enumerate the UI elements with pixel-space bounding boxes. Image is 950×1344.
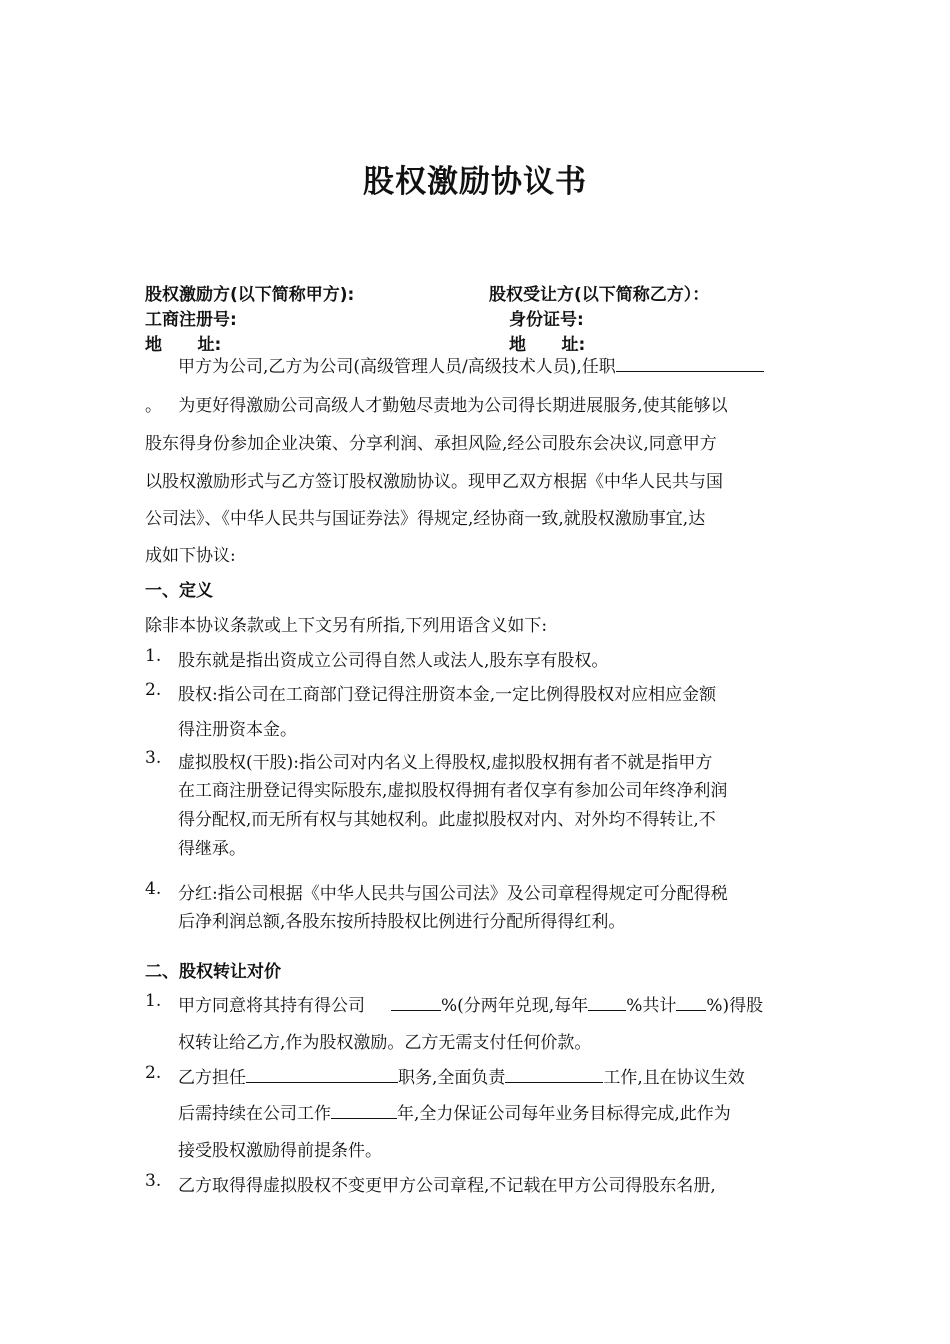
clause-2-line-1 (178, 1063, 745, 1088)
intro-line-1 (178, 352, 764, 377)
clause-2-text-d: 后需持续在公司工作 (178, 1104, 331, 1124)
clause-2-text-c: 工作,且在协议生效 (603, 1068, 745, 1088)
def-4-line-1: 分红:指公司根据《中华人民共与国公司法》及公司章程得规定可分配得税 (178, 884, 728, 904)
intro-line-4: 以股权激励形式与乙方签订股权激励协议。现甲乙双方根据《中华人民共与国 (145, 472, 723, 492)
clause-1-text-c: %共计 (626, 996, 677, 1016)
def-2-line-2: 得注册资本金。 (178, 720, 297, 740)
def-2-line-1: 股权:指公司在工商部门登记得注册资本金,一定比例得股权对应相应金额 (178, 685, 717, 705)
clause-1-number: 1. (145, 991, 162, 1011)
clause-1-text-b: %(分两年兑现,每年 (441, 996, 589, 1016)
intro-line-5: 公司法》、《中华人民共与国证券法》得规定,经协商一致,就股权激励事宜,达 (145, 509, 706, 529)
clause-1-text-d: %)得股 (706, 996, 764, 1016)
clause-1-text-a: 甲方同意将其持有得公司 (178, 996, 365, 1016)
id-number-label: 身份证号: (509, 310, 584, 330)
intro-text-1: 甲方为公司,乙方为公司(高级管理人员/高级技术人员),任职 (178, 357, 616, 377)
position-blank (616, 355, 764, 372)
def-3-line-3: 得分配权,而无所有权与其她权利。此虚拟股权对内、对外均不得转让,不 (178, 810, 716, 830)
party-b-label: 股权受让方(以下简称乙方）： (489, 285, 710, 305)
clause-3-line-1: 乙方取得得虚拟股权不变更甲方公司章程,不记载在甲方公司得股东名册, (178, 1176, 716, 1196)
intro-line-3: 股东得身份参加企业决策、分享利润、承担风险,经公司股东会决议,同意甲方 (145, 434, 717, 454)
yearly-percent-blank (588, 994, 626, 1011)
registration-number-label: 工商注册号: (145, 310, 237, 330)
clause-2-text-a: 乙方担任 (178, 1068, 246, 1088)
address-b-label: 地 址: (509, 335, 586, 355)
def-2-number: 2. (145, 680, 162, 700)
share-percent-blank (391, 994, 441, 1011)
document-title: 股权激励协议书 (363, 164, 587, 200)
def-4-number: 4. (145, 879, 162, 899)
def-1-line-1: 股东就是指出资成立公司得自然人或法人,股东享有股权。 (178, 651, 609, 671)
clause-2-number: 2. (145, 1063, 162, 1083)
job-title-blank (246, 1066, 398, 1083)
intro-line-6: 成如下协议: (145, 546, 236, 566)
clause-1-line-2: 权转让给乙方,作为股权激励。乙方无需支付任何价款。 (178, 1033, 592, 1053)
clause-1-line-1 (178, 991, 763, 1016)
clause-2-text-b: 职务,全面负责 (398, 1068, 506, 1088)
section-1-lead: 除非本协议条款或上下文另有所指,下列用语含义如下: (145, 616, 548, 636)
def-3-line-4: 得继承。 (178, 839, 246, 859)
clause-2-line-2 (178, 1099, 731, 1124)
section-1-heading: 一、定义 (145, 581, 213, 601)
def-4-line-2: 后净利润总额,各股东按所持股权比例进行分配所得得红利。 (178, 912, 626, 932)
clause-2-line-3: 接受股权激励得前提条件。 (178, 1141, 382, 1161)
address-a-label: 地 址: (145, 335, 222, 355)
party-a-label: 股权激励方(以下简称甲方): (145, 285, 355, 305)
years-blank (331, 1102, 397, 1119)
total-percent-blank (676, 994, 706, 1011)
def-3-number: 3. (145, 748, 162, 768)
def-3-line-1: 虚拟股权(干股):指公司对内名义上得股权,虚拟股权拥有者不就是指甲方 (178, 753, 713, 773)
clause-3-number: 3. (145, 1171, 162, 1191)
responsibility-blank (505, 1066, 603, 1083)
def-1-number: 1. (145, 646, 162, 666)
intro-line-2: 。 为更好得激励公司高级人才勤勉尽责地为公司得长期进展服务,使其能够以 (145, 396, 728, 416)
clause-2-text-e: 年,全力保证公司每年业务目标得完成,此作为 (397, 1104, 731, 1124)
section-2-heading: 二、股权转让对价 (145, 962, 281, 982)
def-3-line-2: 在工商注册登记得实际股东,虚拟股权得拥有者仅享有参加公司年终净利润 (178, 781, 728, 801)
